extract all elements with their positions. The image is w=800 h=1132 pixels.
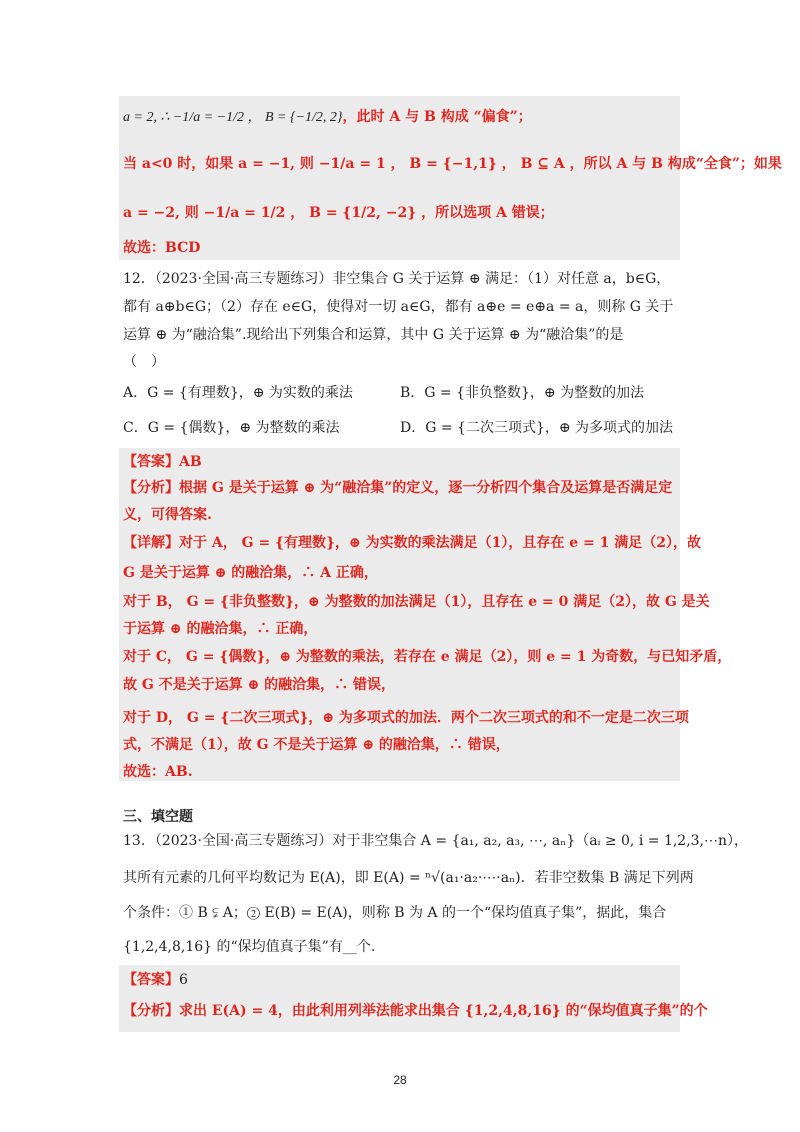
sol12-detail-6: 故 G 不是关于运算 ⊕ 的融洽集，∴ 错误， bbox=[123, 677, 396, 693]
sol12-detail-8: 式，不满足（1），故 G 不是关于运算 ⊕ 的融洽集，∴ 错误， bbox=[123, 737, 510, 753]
sol11-answer: 故选：BCD bbox=[123, 240, 201, 256]
sol11-line-3: a = −2, 则 −1/a = 1/2 ， B = {1/2, −2} ，所以选项 A 错误； bbox=[123, 205, 554, 221]
sol12-detail-3: 对于 B， G = {非负整数}，⊕ 为整数的加法满足（1），且存在 e = 0 满足（2），故 G 是关 bbox=[123, 594, 710, 610]
q13-line-1: 13．（2023·全国·高三专题练习）对于非空集合 A = {a₁, a₂, a₃, ⋯, aₙ}（aᵢ ≥ 0, i = 1,2,3,⋯n）， bbox=[123, 833, 749, 849]
q12-paren: （ ） bbox=[123, 354, 165, 370]
sol12-detail-5: 对于 C， G = {偶数}，⊕ 为整数的乘法，若存在 e 满足（2），则 e = 1 为奇数，与已知矛盾， bbox=[123, 649, 732, 665]
q13-line-4: {1,2,4,8,16} 的“保均值真子集”有__个. bbox=[123, 939, 376, 955]
sol13-analysis: 【分析】求出 E(A) = 4，由此利用列举法能求出集合 {1,2,4,8,16} 的“保均值真子集”的个 bbox=[123, 1003, 708, 1019]
section-heading: 三、填空题 bbox=[123, 809, 193, 825]
page-number: 28 bbox=[393, 1073, 407, 1087]
q12-line-1: 12．（2023·全国·高三专题练习）非空集合 G 关于运算 ⊕ 满足：（1）对任意 a，b∈G， bbox=[123, 271, 671, 287]
sol11-line-1: a = 2, ∴ −1/a = −1/2 ， B = {−1/2, 2}，此时 A 与 B 构成 “偏食”； bbox=[123, 109, 532, 125]
sol12-analysis-1: 【分析】根据 G 是关于运算 ⊕ 为“融洽集”的定义，逐一分析四个集合及运算是否满足定 bbox=[123, 480, 673, 496]
sol12-analysis-2: 义，可得答案. bbox=[123, 507, 212, 523]
q12-option-c: C．G = {偶数}，⊕ 为整数的乘法 bbox=[123, 420, 340, 436]
sol13-answer: 【答案】6 bbox=[123, 972, 188, 988]
q12-option-d: D．G = {二次三项式}，⊕ 为多项式的加法 bbox=[400, 420, 674, 436]
q12-option-b: B．G = {非负整数}，⊕ 为整数的加法 bbox=[400, 385, 645, 401]
sol12-final: 故选：AB. bbox=[123, 764, 193, 780]
q12-line-3: 运算 ⊕ 为“融洽集”.现给出下列集合和运算，其中 G 关于运算 ⊕ 为“融洽集”的是 bbox=[123, 327, 624, 343]
sol11-line-2: 当 a<0 时，如果 a = −1, 则 −1/a = 1 ， B = {−1,1} ， B ⊆ A ，所以 A 与 B 构成“全食”；如果 bbox=[123, 156, 782, 172]
q13-line-2: 其所有元素的几何平均数记为 E(A)，即 E(A) = ⁿ√(a₁·a₂·⋯·aₙ)．若非空数集 B 满足下列两 bbox=[123, 870, 694, 886]
q13-line-3: 个条件：① B ⫋ A；② E(B) = E(A)，则称 B 为 A 的一个“保均值真子集”，据此，集合 bbox=[123, 905, 667, 921]
sol12-detail-1: 【详解】对于 A， G = {有理数}，⊕ 为实数的乘法满足（1），且存在 e = 1 满足（2），故 bbox=[123, 535, 702, 551]
q12-line-2: 都有 a⊕b∈G；（2）存在 e∈G，使得对一切 a∈G，都有 a⊕e = e⊕a = a，则称 G 关于 bbox=[123, 299, 674, 315]
solution-13-block bbox=[119, 965, 680, 1032]
sol12-detail-2: G 是关于运算 ⊕ 的融洽集，∴ A 正确， bbox=[123, 565, 378, 581]
q12-option-a: A．G = {有理数}，⊕ 为实数的乘法 bbox=[123, 385, 353, 401]
sol12-detail-7: 对于 D， G = {二次三项式}，⊕ 为多项式的加法．两个二次三项式的和不一定是二次三项 bbox=[123, 710, 689, 726]
sol12-detail-4: 于运算 ⊕ 的融洽集，∴ 正确， bbox=[123, 621, 318, 637]
sol12-answer: 【答案】AB bbox=[123, 454, 202, 470]
